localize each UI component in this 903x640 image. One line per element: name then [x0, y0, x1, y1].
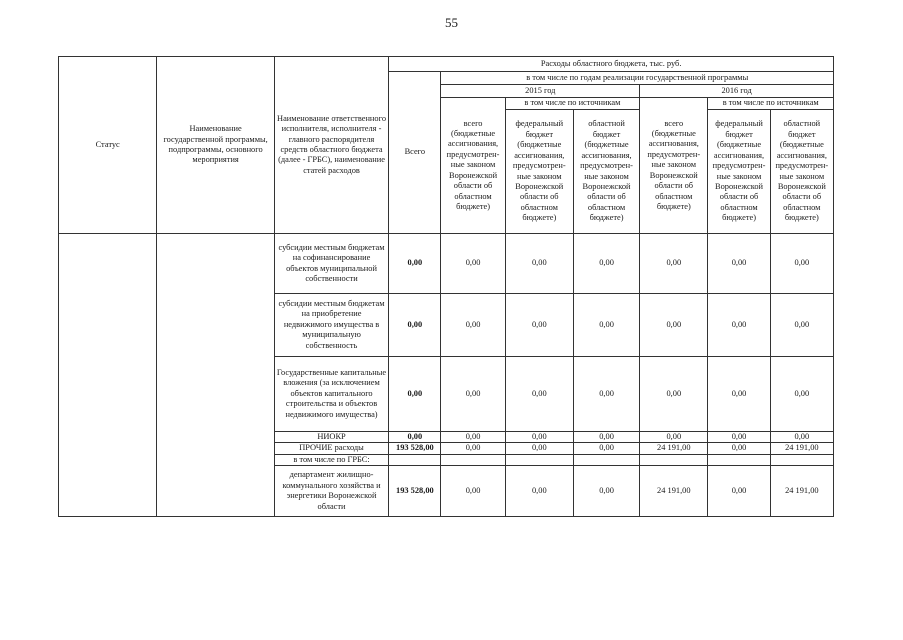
header-2016-by-sources: в том числе по источникам	[708, 98, 834, 110]
row-2016-all: 24 191,00	[640, 466, 708, 517]
row-name: в том числе по ГРБС:	[274, 454, 388, 465]
header-year-2015: 2015 год	[441, 85, 640, 98]
row-name: субсидии местным бюджетам на софинансирование объектов муниципальной собственности	[274, 234, 388, 294]
row-name: департамент жилищно-коммунального хозяйства и энергетики Воронежской области	[274, 466, 388, 517]
header-program-name: Наименование государственной программы, подпрограммы, основного мероприятия	[157, 57, 274, 234]
row-2015-federal: 0,00	[505, 443, 573, 454]
row-2016-regional: 0,00	[770, 357, 833, 432]
page-number: 55	[445, 15, 458, 30]
budget-table	[58, 56, 834, 517]
row-2016-federal: 0,00	[708, 466, 770, 517]
row-2016-federal: 0,00	[708, 234, 770, 294]
row-2015-all	[441, 454, 505, 465]
status-cell-empty	[59, 234, 157, 517]
row-2015-all: 0,00	[441, 294, 505, 357]
header-2015-by-sources: в том числе по источникам	[505, 98, 640, 110]
row-2016-all: 0,00	[640, 234, 708, 294]
row-2016-all: 0,00	[640, 432, 708, 443]
row-2016-all	[640, 454, 708, 465]
row-name: НИОКР	[274, 432, 388, 443]
row-2015-federal: 0,00	[505, 432, 573, 443]
row-2015-regional: 0,00	[573, 443, 639, 454]
row-name: ПРОЧИЕ расходы	[274, 443, 388, 454]
row-2015-federal	[505, 454, 573, 465]
row-total: 0,00	[389, 357, 441, 432]
row-2015-federal: 0,00	[505, 294, 573, 357]
row-2015-federal: 0,00	[505, 357, 573, 432]
row-total: 193 528,00	[389, 466, 441, 517]
row-2016-regional: 0,00	[770, 432, 833, 443]
row-name: Государственные капитальные вложения (за исключением объектов капитального строительства и объектов недвижимого имущества)	[274, 357, 388, 432]
row-total: 0,00	[389, 234, 441, 294]
row-2016-federal: 0,00	[708, 443, 770, 454]
row-total: 193 528,00	[389, 443, 441, 454]
header-status: Статус	[59, 57, 157, 234]
row-2015-regional: 0,00	[573, 466, 639, 517]
row-total	[389, 454, 441, 465]
row-2015-all: 0,00	[441, 357, 505, 432]
row-2016-regional: 0,00	[770, 234, 833, 294]
row-2016-federal: 0,00	[708, 432, 770, 443]
row-2015-regional: 0,00	[573, 432, 639, 443]
row-2015-all: 0,00	[441, 466, 505, 517]
row-2016-all: 0,00	[640, 294, 708, 357]
row-2016-regional: 24 191,00	[770, 466, 833, 517]
row-2015-regional	[573, 454, 639, 465]
row-2015-all: 0,00	[441, 234, 505, 294]
row-2016-all: 0,00	[640, 357, 708, 432]
header-executor: Наименование ответственного исполнителя, исполнителя - главного распорядителя средств областного бюджета (далее - ГРБС), наименование статей расходов	[274, 57, 388, 234]
row-2015-regional: 0,00	[573, 357, 639, 432]
header-2016-federal: федеральный бюджет (бюджетные ассигнования, предусмотрен-ные законом Воронежской области об областном бюджете)	[708, 110, 770, 234]
header-2015-regional: областной бюджет (бюджетные ассигнования, предусмотрен-ные законом Воронежской области об областном бюджете)	[573, 110, 639, 234]
program-cell-empty	[157, 234, 274, 517]
row-2015-regional: 0,00	[573, 294, 639, 357]
header-year-2016: 2016 год	[640, 85, 834, 98]
header-2016-regional: областной бюджет (бюджетные ассигнования, предусмотрен-ные законом Воронежской области об областном бюджете)	[770, 110, 833, 234]
header-2015-federal: федеральный бюджет (бюджетные ассигнования, предусмотрен-ные законом Воронежской области об областном бюджете)	[505, 110, 573, 234]
header-expenses-title: Расходы областного бюджета, тыс. руб.	[389, 57, 834, 72]
row-2016-regional: 0,00	[770, 294, 833, 357]
row-total: 0,00	[389, 294, 441, 357]
table-row	[59, 234, 834, 294]
row-2015-regional: 0,00	[573, 234, 639, 294]
row-2016-all: 24 191,00	[640, 443, 708, 454]
row-2016-regional: 24 191,00	[770, 443, 833, 454]
header-2015-all: всего (бюджетные ассигнования, предусмотрен-ные законом Воронежской области об областном бюджете)	[441, 98, 505, 234]
row-2015-all: 0,00	[441, 432, 505, 443]
header-2016-all: всего (бюджетные ассигнования, предусмотрен-ные законом Воронежской области об областном бюджете)	[640, 98, 708, 234]
row-2016-federal: 0,00	[708, 294, 770, 357]
row-2015-all: 0,00	[441, 443, 505, 454]
row-total: 0,00	[389, 432, 441, 443]
row-2016-federal: 0,00	[708, 357, 770, 432]
row-2016-federal	[708, 454, 770, 465]
header-total: Всего	[389, 72, 441, 234]
header-by-years: в том числе по годам реализации государственной программы	[441, 72, 834, 85]
row-name: субсидии местным бюджетам на приобретение недвижимого имущества в муниципальную собственность	[274, 294, 388, 357]
row-2015-federal: 0,00	[505, 466, 573, 517]
row-2015-federal: 0,00	[505, 234, 573, 294]
row-2016-regional	[770, 454, 833, 465]
